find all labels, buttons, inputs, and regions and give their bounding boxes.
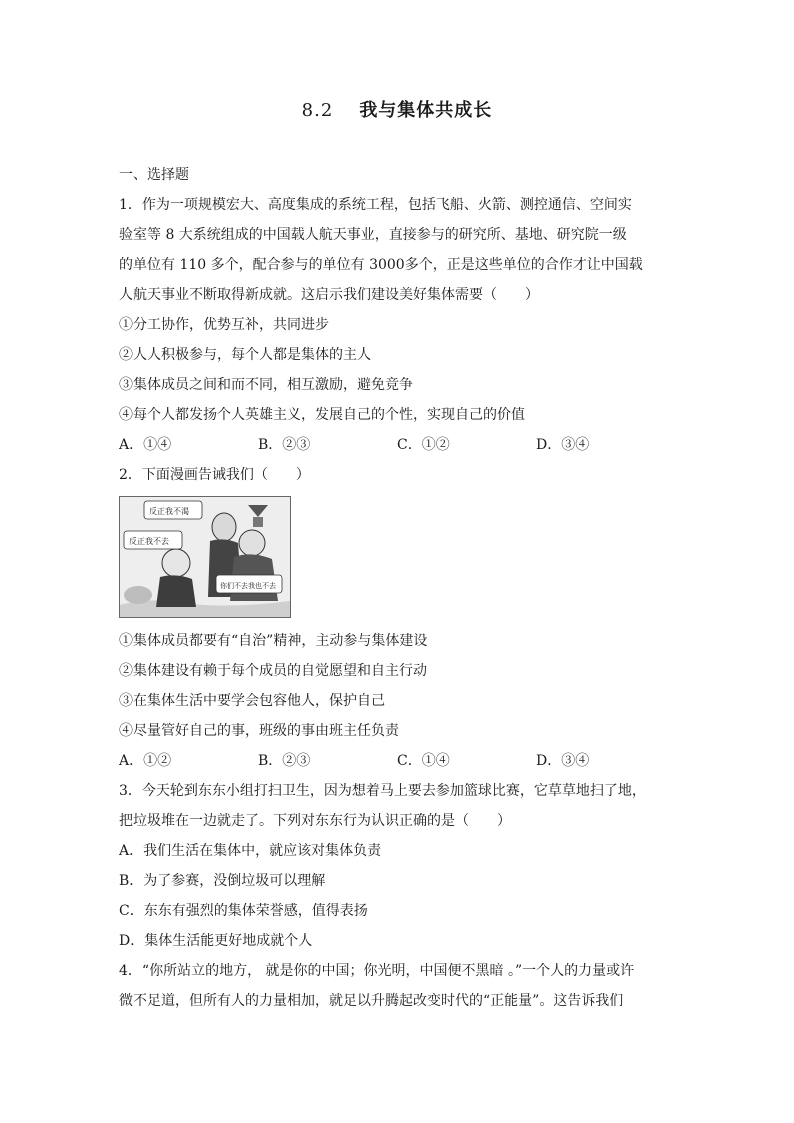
q1-stem-line: 人航天事业不断取得新成就。这启示我们建设美好集体需要（ ） <box>119 287 539 303</box>
comic-bubble-text: 反正我不渴 <box>149 507 189 516</box>
q1-stem-line: 验室等 8 大系统组成的中国载人航天事业，直接参与的研究所、基地、研究院一级 <box>119 227 627 243</box>
q2-stem: 2．下面漫画告诫我们（ ） <box>119 467 310 483</box>
q2-statement: ②集体建设有赖于每个成员的自觉愿望和自主行动 <box>119 663 427 679</box>
q4-stem-line: 微不足道，但所有人的力量相加，就足以升腾起改变时代的“正能量”。这告诉我们 <box>119 993 624 1009</box>
q1-stem-line: 的单位有 110 多个，配合参与的单位有 3000多个，正是这些单位的合作才让中国载 <box>119 257 643 273</box>
q1-statement: ③集体成员之间和而不同，相互激励，避免竞争 <box>119 377 413 393</box>
title-number: 8.2 <box>301 100 334 121</box>
section-heading: 一、选择题 <box>119 167 189 183</box>
q1-statement: ②人人积极参与，每个人都是集体的主人 <box>119 347 371 363</box>
comic-drawing <box>120 497 290 617</box>
question-2 <box>119 460 679 776</box>
question-3 <box>119 776 679 956</box>
question-4 <box>119 956 679 1016</box>
q2-option-c[interactable]: C．①④ <box>397 753 450 769</box>
q3-option-c[interactable]: C．东东有强烈的集体荣誉感，值得表扬 <box>119 903 368 919</box>
q2-statement: ①集体成员都要有“自治”精神，主动参与集体建设 <box>119 633 428 649</box>
q2-option-b[interactable]: B．②③ <box>258 753 311 769</box>
q3-stem-line: 3．今天轮到东东小组打扫卫生，因为想着马上要去参加篮球比赛，它草草地扫了地， <box>119 783 646 799</box>
q2-statement: ③在集体生活中要学会包容他人，保护自己 <box>119 693 385 709</box>
question-1 <box>119 190 679 460</box>
q1-option-d[interactable]: D．③④ <box>536 437 590 453</box>
q1-statement: ④每个人都发扬个人英雄主义，发展自己的个性，实现自己的价值 <box>119 407 525 423</box>
q1-option-a[interactable]: A．①④ <box>119 437 172 453</box>
q3-option-b[interactable]: B．为了参赛，没倒垃圾可以理解 <box>119 873 326 889</box>
q2-options <box>119 746 679 776</box>
title-text: 我与集体共成长 <box>359 100 493 121</box>
q1-statement: ①分工协作，优势互补，共同进步 <box>119 317 329 333</box>
comic-bubble-text: 你们不去我也不去 <box>220 582 276 590</box>
q1-stem-line: 1．作为一项规模宏大、高度集成的系统工程，包括飞船、火箭、测控通信、空间实 <box>119 197 632 213</box>
comic-bubble-text: 反正我不去 <box>129 537 169 546</box>
q1-option-c[interactable]: C．①② <box>397 437 450 453</box>
q2-option-d[interactable]: D．③④ <box>536 753 590 769</box>
q3-option-d[interactable]: D．集体生活能更好地成就个人 <box>119 933 313 949</box>
q3-option-a[interactable]: A．我们生活在集体中，就应该对集体负责 <box>119 843 382 859</box>
q1-option-b[interactable]: B．②③ <box>258 437 311 453</box>
q3-stem-line: 把垃圾堆在一边就走了。下列对东东行为认识正确的是（ ） <box>119 813 511 829</box>
q2-statement: ④尽量管好自己的事，班级的事由班主任负责 <box>119 723 399 739</box>
page-title <box>0 96 794 122</box>
q1-options <box>119 430 679 460</box>
q4-stem-line: 4．“你所站立的地方， 就是你的中国；你光明，中国便不黑暗 。”一个人的力量或许 <box>119 963 635 979</box>
q2-option-a[interactable]: A．①② <box>119 753 172 769</box>
comic-illustration <box>119 496 291 618</box>
question-content <box>119 160 679 1016</box>
